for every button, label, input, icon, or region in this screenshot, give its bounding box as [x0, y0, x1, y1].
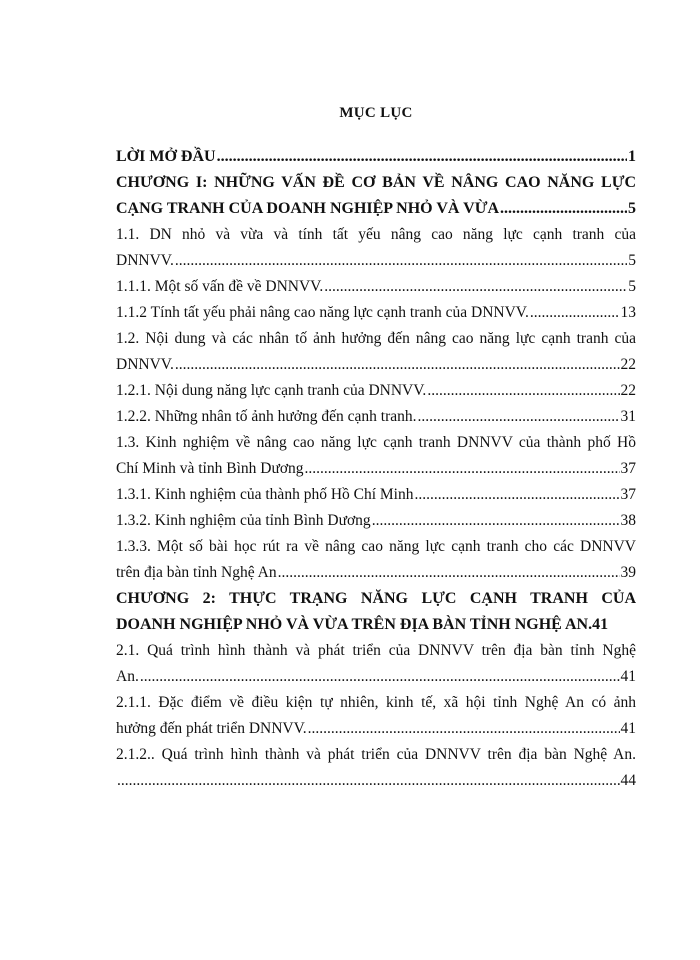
toc-entry[interactable] [116, 144, 636, 170]
toc-page-number: 13 [620, 304, 636, 321]
dot-leader [217, 144, 627, 170]
toc-entry[interactable] [116, 534, 636, 586]
toc-page-number: 38 [620, 512, 636, 529]
dot-leader [427, 378, 619, 404]
toc-entry-text: 1.3.1. Kinh nghiệm của thành phố Hồ Chí Minh [116, 486, 414, 503]
dot-leader [372, 508, 620, 534]
toc-entry-text: An. [116, 668, 139, 685]
toc-page-number: 37 [620, 460, 636, 477]
toc-entry-text: DOANH NGHIỆP NHỎ VÀ VỪA TRÊN ĐỊA BÀN TỈNH NGHỆ AN. [116, 616, 593, 633]
toc-entry[interactable] [116, 378, 636, 404]
toc-entry-text: 1.2. Nội dung và các nhân tố ảnh hưởng đến nâng cao năng lực cạnh tranh của [116, 330, 636, 347]
toc-page-number: 5 [628, 252, 636, 269]
toc-page-number: 37 [620, 486, 636, 503]
dot-leader [530, 300, 620, 326]
toc-entry[interactable] [116, 222, 636, 274]
toc-entry-text: 1.2.2. Những nhân tố ảnh hưởng đến cạnh tranh. [116, 408, 417, 425]
toc-entry-text: 1.3.3. Một số bài học rút ra về nâng cao năng lực cạnh tranh cho các DNNVV [116, 538, 636, 555]
toc-entry[interactable] [116, 508, 636, 534]
toc-entry-text: DNNVV. [116, 252, 174, 269]
toc-page-number: 41 [620, 668, 636, 685]
toc-entry[interactable] [116, 274, 636, 300]
toc-entry-text: 1.1. DN nhỏ và vừa và tính tất yếu nâng cao năng lực cạnh tranh của [116, 226, 636, 243]
toc-entry-text: 1.3. Kinh nghiệm về nâng cao năng lực cạnh tranh DNNVV của thành phố Hồ [116, 434, 636, 451]
toc-entry-text: 1.3.2. Kinh nghiệm của tỉnh Bình Dương [116, 512, 371, 529]
page-title: MỤC LỤC [339, 105, 413, 121]
toc-entry-text: 2.1.1. Đặc điểm về điều kiện tự nhiên, kinh tế, xã hội tỉnh Nghệ An có ảnh [116, 694, 636, 711]
dot-leader [117, 768, 620, 794]
dot-leader [324, 274, 627, 300]
toc-page-number: 22 [620, 382, 636, 399]
dot-leader [305, 456, 620, 482]
toc-entry-text: LỜI MỞ ĐẦU [116, 148, 216, 165]
toc-entry-text: DNNVV. [116, 356, 174, 373]
toc-entry[interactable] [116, 300, 636, 326]
toc-entry-text: trên địa bàn tỉnh Nghệ An [116, 564, 277, 581]
toc-entry-text: CHƯƠNG 2: THỰC TRẠNG NĂNG LỰC CẠNH TRANH CỦA [116, 590, 636, 607]
toc-page-number: 31 [620, 408, 636, 425]
dot-leader [308, 716, 620, 742]
toc-page-number: 44 [620, 772, 636, 789]
toc-page-number: 39 [620, 564, 636, 581]
dot-leader [500, 196, 627, 222]
toc-entry-text: 1.1.2 Tính tất yếu phải nâng cao năng lực cạnh tranh của DNNVV. [116, 304, 529, 321]
toc-page-number: 5 [628, 200, 636, 217]
dot-leader [140, 664, 620, 690]
toc-page-number: 41 [592, 616, 609, 633]
toc-entry[interactable] [116, 690, 636, 742]
toc-entry[interactable] [116, 430, 636, 482]
toc-entry-text: CẠNG TRANH CỦA DOANH NGHIỆP NHỎ VÀ VỪA [116, 200, 499, 217]
toc-entry-text: CHƯƠNG I: NHỮNG VẤN ĐỀ CƠ BẢN VỀ NÂNG CAO NĂNG LỰC [116, 174, 636, 191]
toc-entry-text: 2.1.2.. Quá trình hình thành và phát triển của DNNVV trên địa bàn Nghệ An. [116, 746, 636, 763]
toc-page-number: 22 [620, 356, 636, 373]
toc-entry[interactable] [116, 170, 636, 222]
toc-page-number: 5 [628, 278, 636, 295]
toc-entry-text: Chí Minh và tỉnh Bình Dương [116, 460, 304, 477]
toc-page [116, 104, 636, 794]
toc-entry[interactable] [116, 482, 636, 508]
toc-entry-text: 1.1.1. Một số vấn đề về DNNVV. [116, 278, 324, 295]
dot-leader [278, 560, 620, 586]
dot-leader [415, 482, 620, 508]
toc-entry-text: hưởng đến phát triển DNNVV. [116, 720, 307, 737]
toc-entry[interactable] [116, 326, 636, 378]
toc-entry[interactable] [116, 586, 636, 638]
toc-entry[interactable] [116, 742, 636, 794]
toc-entry-text: 2.1. Quá trình hình thành và phát triển của DNNVV trên địa bàn tỉnh Nghệ [116, 642, 636, 659]
dot-leader [175, 248, 627, 274]
toc-entry-text: 1.2.1. Nội dung năng lực cạnh tranh của DNNVV. [116, 382, 427, 399]
toc-page-number: 1 [628, 148, 636, 165]
dot-leader [175, 352, 620, 378]
toc-entry[interactable] [116, 638, 636, 690]
dot-leader [418, 404, 620, 430]
toc-page-number: 41 [620, 720, 636, 737]
toc-entry[interactable] [116, 404, 636, 430]
